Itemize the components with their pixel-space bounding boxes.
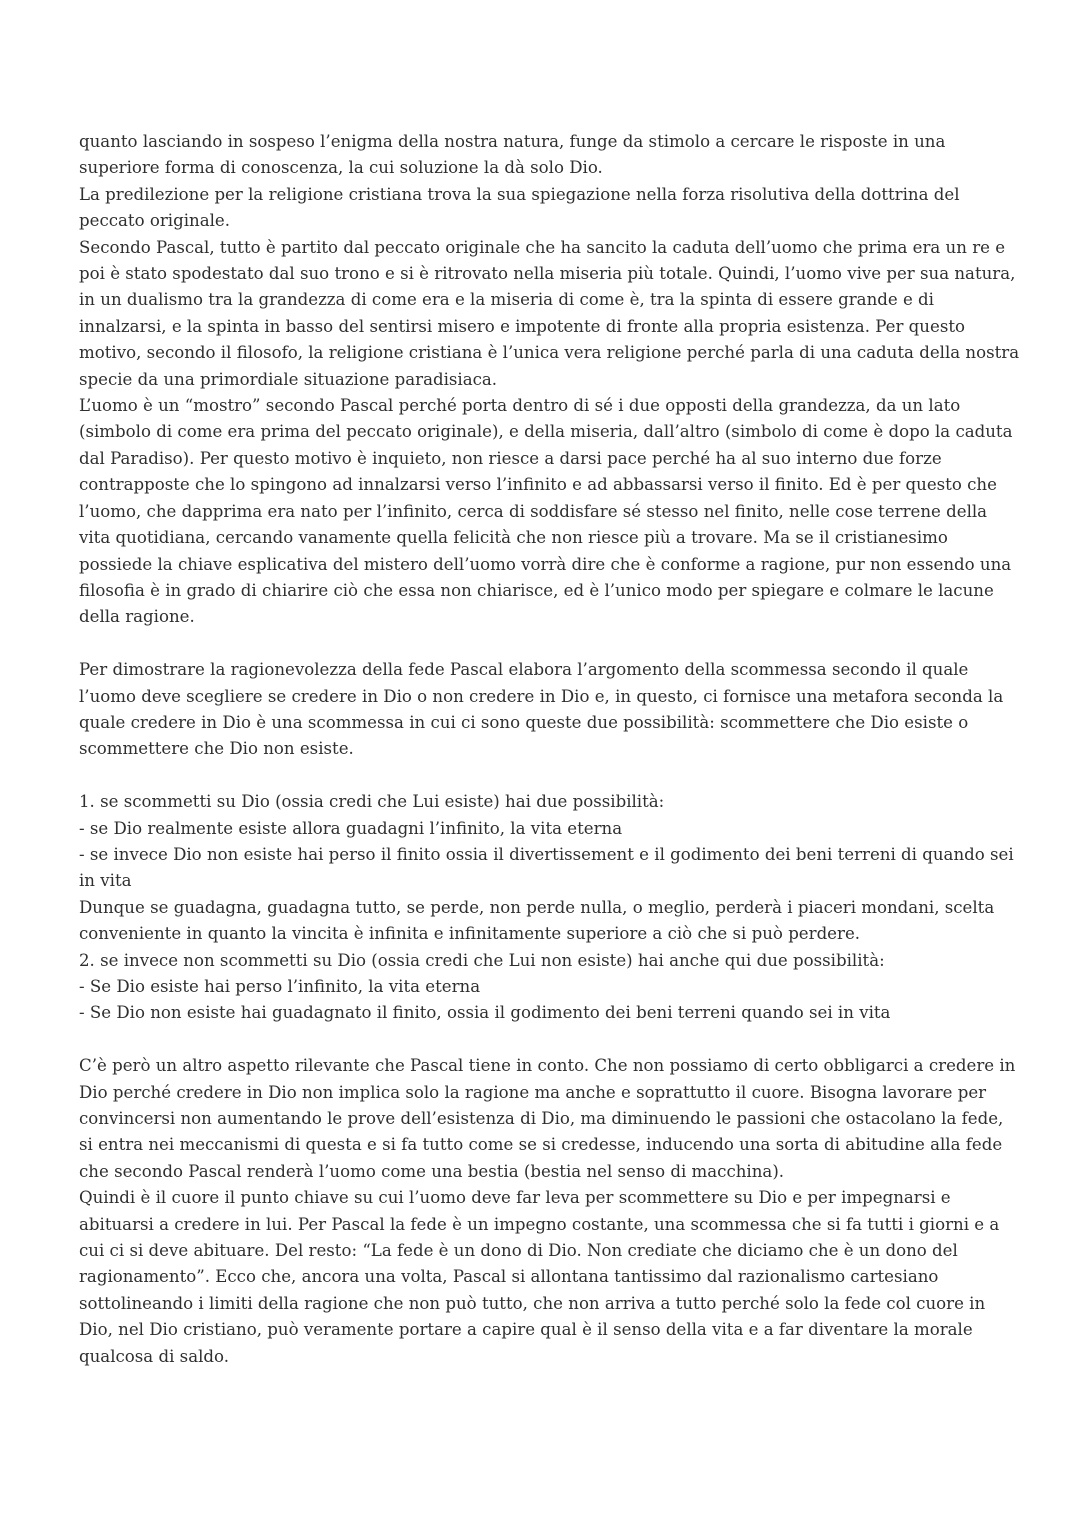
list-subitem-god-not-exists: - se invece Dio non esiste hai perso il finito ossia il divertissement e il godimento dei beni terreni di quando sei in vita (79, 844, 1014, 891)
paragraph-gap (79, 763, 1020, 789)
paragraph-intro-continuation: quanto lasciando in sospeso l’enigma della nostra natura, funge da stimolo a cercare le risposte in una superiore forma di conoscenza, la cui soluzione la dà solo Dio. (79, 132, 946, 178)
list-item-bet-on-god: 1. se scommetti su Dio (ossia credi che Lui esiste) hai due possibilità: (79, 792, 665, 812)
paragraph-original-sin: Secondo Pascal, tutto è partito dal peccato originale che ha sancito la caduta dell’uomo che prima era un re e poi è stato spodestato dal suo trono e si è ritrovato nella miseria più totale. Quindi, l’uomo vive per sua natura, in un dualismo tra la grandezza di come era e la miseria di come è, tra la spinta di essere grande e di innalzarsi, e la spinta in basso del sentirsi misero e impotente di fronte alla propria esistenza. Per questo motivo, secondo il filosofo, la religione cristiana è l’unica vera religione perché parla di una caduta della nostra specie da una primordiale situazione paradisiaca. (79, 237, 1020, 389)
list-subitem-god-exists: - se Dio realmente esiste allora guadagni l’infinito, la vita eterna (79, 818, 623, 838)
paragraph-heart: C’è però un altro aspetto rilevante che Pascal tiene in conto. Che non possiamo di certo obbligarci a credere in Dio perché credere in Dio non implica solo la ragione ma anche e soprattutto il cuore. Bisogna lavorare per convincersi non aumentando le prove dell’esistenza di Dio, ma diminuendo le passioni che ostacolano la fede, si entra nei meccanismi di questa e si fa tutto come se si credesse, inducendo una sorta di abitudine alla fede che secondo Pascal renderà l’uomo come una bestia (bestia nel senso di macchina). (79, 1056, 1016, 1181)
paragraph-gap (79, 631, 1020, 657)
paragraph-faith-commitment: Quindi è il cuore il punto chiave su cui l’uomo deve far leva per scommettere su Dio e per impegnarsi e abituarsi a credere in lui. Per Pascal la fede è un impegno costante, una scommessa che si fa tutti i giorni e a cui ci si deve abituare. Del resto: “La fede è un dono di Dio. Non crediate che diciamo che è un dono del ragionamento”. Ecco che, ancora una volta, Pascal si allontana tantissimo dal razionalismo cartesiano sottolineando i limiti della ragione che non può tutto, che non arriva a tutto perché solo la fede col cuore in Dio, nel Dio cristiano, può veramente portare a capire qual è il senso della vita e a far diventare la morale qualcosa di saldo. (79, 1188, 1000, 1366)
paragraph-wager-conclusion: Dunque se guadagna, guadagna tutto, se perde, non perde nulla, o meglio, perderà i piaceri mondani, scelta conveniente in quanto la vincita è infinita e infinitamente superiore a ciò che si può perdere. (79, 897, 995, 944)
list-subitem-gained-finite: - Se Dio non esiste hai guadagnato il finito, ossia il godimento dei beni terreni quando sei in vita (79, 1003, 891, 1023)
list-item-not-bet-on-god: 2. se invece non scommetti su Dio (ossia credi che Lui non esiste) hai anche qui due possibilità: (79, 950, 885, 970)
paragraph-man-monster: L’uomo è un “mostro” secondo Pascal perché porta dentro di sé i due opposti della grandezza, da un lato (simbolo di come era prima del peccato originale), e della miseria, dall’altro (simbolo di come è dopo la caduta dal Paradiso). Per questo motivo è inquieto, non riesce a darsi pace perché ha al suo interno due forze contrapposte che lo spingono ad innalzarsi verso l’infinito e ad abbassarsi verso il finito. Ed è per questo che l’uomo, che dapprima era nato per l’infinito, cerca di soddisfare sé stesso nel finito, nelle cose terrene della vita quotidiana, cercando vanamente quella felicità che non riesce più a trovare. Ma se il cristianesimo possiede la chiave esplicativa del mistero dell’uomo vorrà dire che è conforme a ragione, pur non essendo una filosofia è in grado di chiarire ciò che essa non chiarisce, ed è l’unico modo per spiegare e colmare le lacune della ragione. (79, 396, 1013, 627)
paragraph-christian-religion: La predilezione per la religione cristiana trova la sua spiegazione nella forza risolutiva della dottrina del peccato originale. (79, 184, 960, 231)
paragraph-gap (79, 1027, 1020, 1053)
list-subitem-lost-infinite: - Se Dio esiste hai perso l’infinito, la vita eterna (79, 976, 481, 996)
paragraph-wager-intro: Per dimostrare la ragionevolezza della fede Pascal elabora l’argomento della scommessa secondo il quale l’uomo deve scegliere se credere in Dio o non credere in Dio e, in questo, ci fornisce una metafora seconda la quale credere in Dio è una scommessa in cui ci sono queste due possibilità: scommettere che Dio esiste o scommettere che Dio non esiste. (79, 660, 1004, 759)
